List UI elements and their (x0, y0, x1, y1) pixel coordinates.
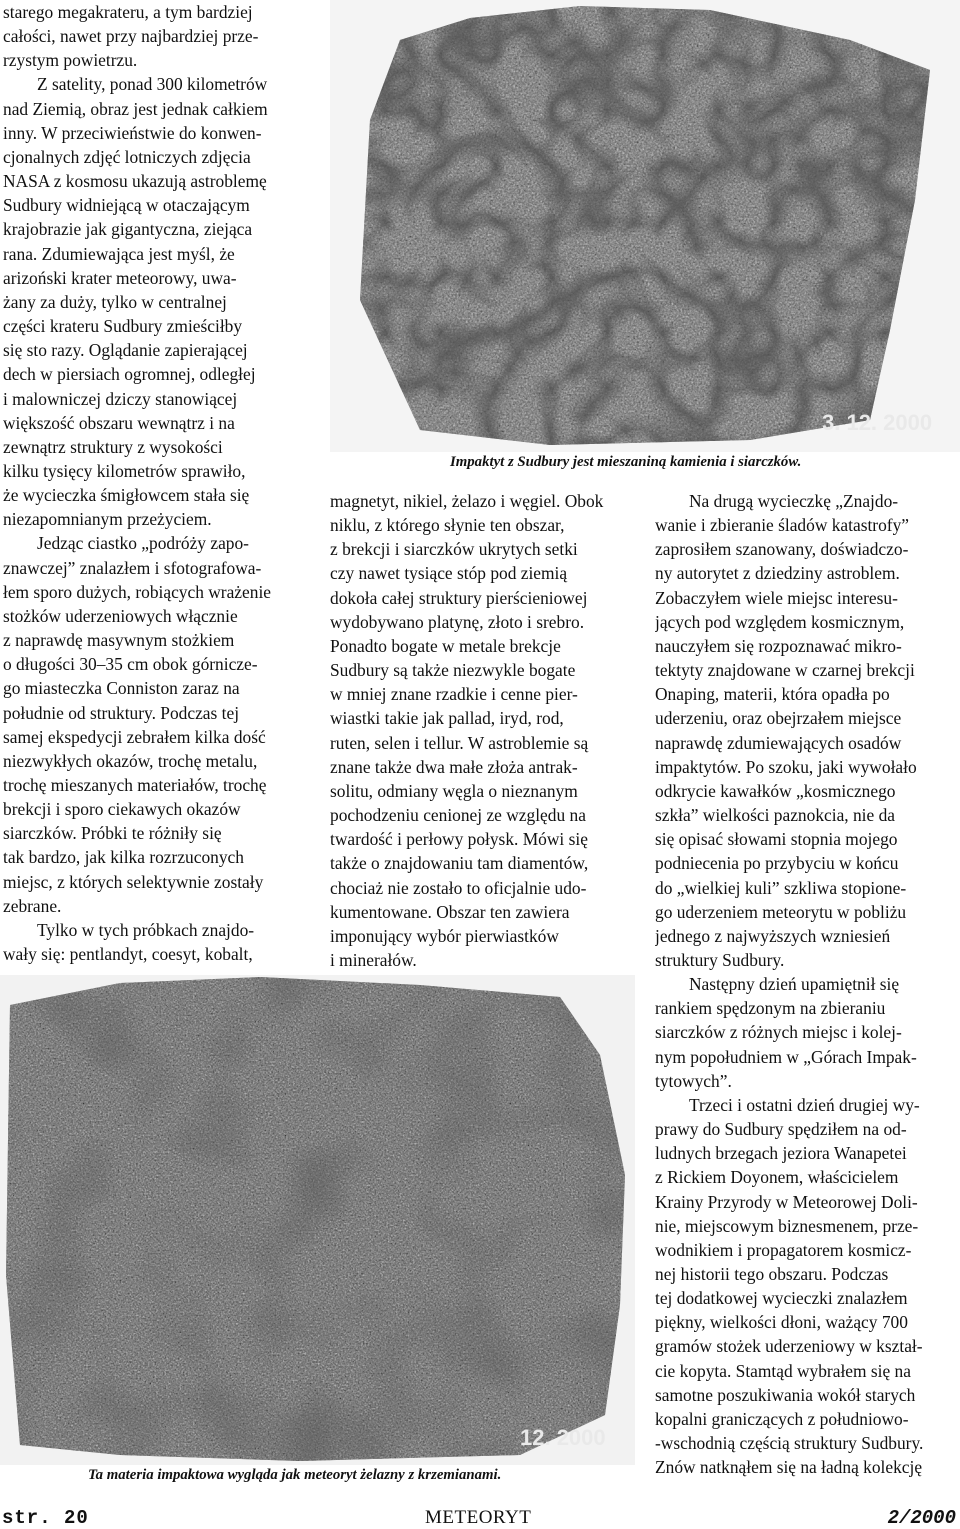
text-line: tej dodatkowej wycieczki znalazłem (655, 1288, 908, 1309)
text-line: łem sporo dużych, robiących wrażenie (3, 581, 271, 602)
text-line: krajobrazie jak gigantyczna, ziejąca (3, 219, 253, 240)
text-line: części krateru Sudbury zmieściłby (3, 316, 243, 337)
text-line: o długości 30–35 cm obok górnicze- (3, 654, 258, 675)
magazine-name: METEORYT (425, 1507, 532, 1528)
text-line: niklu, z którego słynie ten obszar, (330, 515, 565, 536)
text-line: Ponadto bogate w metale brekcje (330, 635, 561, 656)
text-line: niezapomnianym przeżyciem. (3, 509, 212, 530)
text-line: Sudbury widniejącą w otaczającym (3, 195, 250, 216)
text-line: i minerałów. (330, 949, 417, 970)
text-line: Sudbury są także niezwykle bogate (330, 660, 576, 681)
text-line: siarczków z różnych miejsc i kolej- (655, 1022, 902, 1043)
text-line: większość obszaru wewnątrz i na (3, 412, 235, 433)
text-line: prawy do Sudbury spędziłem na od- (655, 1119, 907, 1140)
text-line: jących pod względem kosmicznym, (655, 611, 905, 632)
text-line: ruten, selen i tellur. W astroblemie są (330, 732, 589, 753)
photo-date-stamp: 3. 12. 2000 (822, 410, 933, 435)
text-line: samotne poszukiwania wokół starych (655, 1384, 916, 1405)
text-line: tak bardzo, jak kilka rozrzuconych (3, 847, 244, 868)
page-footer (0, 1502, 960, 1528)
text-line: Trzeci i ostatni dzień drugiej wy- (689, 1094, 920, 1115)
text-line: z Rickiem Doyonem, właścicielem (655, 1167, 899, 1188)
text-line: rana. Zdumiewająca jest myśl, że (3, 243, 235, 264)
text-line: także o znajdowaniu tam diamentów, (330, 853, 589, 874)
text-line: i malowniczej dziczy stanowiącej (3, 388, 238, 409)
text-line: stożków uderzeniowych włącznie (3, 605, 238, 626)
issue-number: 2/2000 (887, 1507, 956, 1529)
text-line: zewnątrz struktury z wysokości (3, 436, 223, 457)
text-line: twardość i perłowy połysk. Mówi się (330, 829, 588, 850)
text-line: cjonalnych zdjęć lotniczych zdjęcia (3, 146, 251, 167)
text-line: imponujący wybór pierwiastków (330, 925, 559, 946)
text-line: arizoński krater meteorowy, uwa- (3, 267, 237, 288)
text-line: cie kopyta. Stamtąd wybrałem się na (655, 1360, 911, 1381)
text-line: do „wielkiej kuli” szkliwa stopione- (655, 877, 907, 898)
text-line: go uderzeniem meteorytu w pobliżu (655, 901, 907, 922)
photo-date-stamp-bottom: 12. 2000 (520, 1425, 606, 1450)
text-line: solitu, odmiany węgla o nieznanym (330, 780, 578, 801)
text-line: Tylko w tych próbkach znajdo- (37, 919, 255, 940)
text-line: nej historii tego obszaru. Podczas (655, 1264, 889, 1284)
text-line: kumentowane. Obszar ten zawiera (330, 901, 570, 922)
article-column-1 (3, 0, 305, 966)
text-line: nie, miejscowym biznesmenem, prze- (655, 1215, 919, 1236)
text-line: miejsc, z których selektywnie zostały (3, 871, 264, 892)
text-line: czy nawet tysiące stóp pod ziemią (330, 563, 568, 584)
text-line: brekcji i sporo ciekawych okazów (3, 799, 241, 820)
text-line: kilku tysięcy kilometrów sprawiło, (3, 460, 246, 481)
text-line: -wschodnią częścią struktury Sudbury. (655, 1433, 924, 1454)
text-line: gramów stożek uderzeniowy w kształ- (655, 1336, 923, 1357)
text-line: starego megakrateru, a tym bardziej (3, 2, 253, 22)
text-line: z brekcji i siarczków ukrytych setki (330, 539, 578, 560)
impactite-rock-photo (330, 0, 960, 452)
text-line: Onaping, materii, która opadła po (655, 684, 890, 705)
text-line: Krainy Przyrody w Meteorowej Doli- (655, 1191, 918, 1212)
text-line: dech w piersiach ogromnej, odległej (3, 364, 256, 385)
text-line: Z satelity, ponad 300 kilometrów (37, 74, 268, 95)
impact-material-photo (0, 975, 635, 1465)
text-line: nauczyłem się rozpoznawać mikro- (655, 635, 902, 656)
text-line: Następny dzień upamiętnił się (689, 974, 900, 995)
text-line: wiastki takie jak pallad, iryd, rod, (330, 708, 564, 729)
text-line: ny autorytet z dziedziny astroblem. (655, 563, 900, 584)
photo-caption-top: Impaktyt z Sudbury jest mieszaniną kamienia i siarczków. (450, 454, 802, 470)
text-line: pochodzeniu cenionej ze względu na (330, 805, 586, 826)
text-line: całości, nawet przy najbardziej prze- (3, 26, 259, 47)
text-line: uderzeniu, oraz obejrzałem miejsce (655, 708, 902, 729)
text-line: dokoła całej struktury pierścieniowej (330, 587, 588, 608)
text-line: ludnych brzegach jeziora Wanapetei (655, 1143, 907, 1164)
text-line: struktury Sudbury. (655, 949, 785, 970)
text-line: chociaż nie zostało to oficjalnie udo- (330, 877, 587, 898)
text-line: się sto razy. Oglądanie zapierającej (3, 340, 248, 361)
text-line: Zobaczyłem wiele miejsc interesu- (655, 587, 898, 608)
text-line: niezwykłych okazów, trochę metalu, (3, 750, 258, 771)
text-line: tytowych”. (655, 1070, 732, 1091)
text-line: wanie i zbieranie śladów katastrofy” (655, 515, 909, 536)
text-line: tektyty znajdowane w czarnej brekcji (655, 660, 915, 681)
photo-caption-bottom: Ta materia impaktowa wygląda jak meteoryt żelazny z krzemianami. (88, 1467, 502, 1483)
text-line: wydobywano platynę, złoto i srebro. (330, 611, 585, 632)
text-line: naprawdę zdumiewających osadów (655, 732, 902, 753)
text-line: Na drugą wycieczkę „Znajdo- (689, 491, 899, 511)
text-line: podniecenia po przybyciu w końcu (655, 853, 899, 874)
text-line: znane także dwa małe złoża antrak- (330, 756, 578, 777)
text-line: żany za duży, tylko w centralnej (3, 291, 227, 312)
text-line: impaktytów. Po szoku, jaki wywołało (655, 756, 917, 777)
text-line: siarczków. Próbki te różniły się (3, 823, 222, 844)
text-line: rzystym powietrzu. (3, 50, 138, 71)
text-line: odkrycie kawałków „kosmicznego (655, 780, 896, 801)
text-line: Znów natknąłem się na ładną kolekcję (655, 1457, 923, 1478)
text-line: samej ekspedycji zebrałem kilka dość (3, 726, 266, 747)
page-number: str. 20 (2, 1507, 89, 1529)
text-line: nad Ziemią, obraz jest jednak całkiem (3, 98, 268, 119)
text-line: zaprosiłem szanowany, doświadczo- (655, 539, 909, 560)
text-line: w mniej znane rzadkie i cenne pier- (330, 684, 578, 705)
text-line: inny. W przeciwieństwie do konwen- (3, 122, 262, 143)
text-line: szkła” wielkości paznokcia, nie da (655, 805, 895, 826)
text-line: kopalni graniczących z południowo- (655, 1408, 909, 1429)
text-line: wały się: pentlandyt, coesyt, kobalt, (3, 944, 253, 965)
text-line: trochę mieszanych materiałów, trochę (3, 775, 267, 795)
text-line: wodnikiem i propagatorem kosmicz- (655, 1239, 912, 1260)
text-line: magnetyt, nikiel, żelazo i węgiel. Obok (330, 491, 604, 511)
text-line: znawczej” znalazłem i sfotografowa- (3, 557, 262, 578)
text-line: że wycieczka śmigłowcem stała się (3, 485, 250, 506)
text-line: południe od struktury. Podczas tej (3, 702, 240, 723)
text-line: Jedząc ciastko „podróży zapo- (37, 533, 249, 554)
text-line: NASA z kosmosu ukazują astroblemę (3, 171, 267, 192)
text-line: jednego z najwyższych wzniesień (655, 925, 891, 946)
text-line: go miasteczka Conniston zaraz na (3, 678, 240, 699)
text-line: z naprawdę masywnym stożkiem (3, 630, 235, 651)
text-line: nym popołudniem w „Górach Impak- (655, 1046, 917, 1067)
text-line: się opisać słowami stopnia mojego (655, 829, 898, 850)
text-line: piękny, wielkości dłoni, ważący 700 (655, 1312, 908, 1333)
text-line: rankiem spędzonym na zbieraniu (655, 998, 886, 1019)
article-column-3 (655, 489, 957, 1479)
article-column-2 (330, 489, 632, 972)
text-line: zebrane. (3, 895, 62, 916)
